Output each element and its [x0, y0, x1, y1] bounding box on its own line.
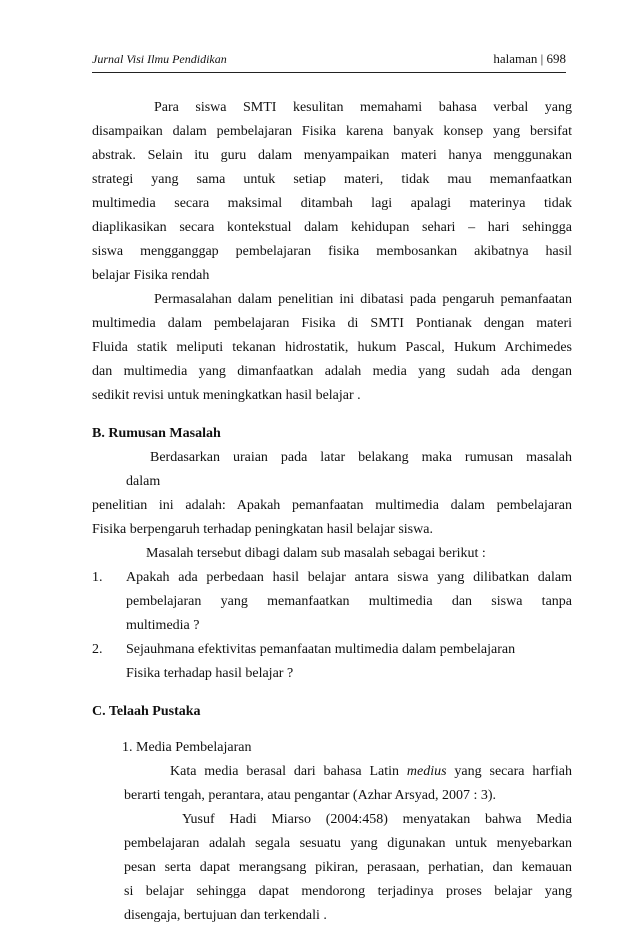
text-line: pembelajaran yang memanfaatkan multimedia dan siswa tanpa — [126, 594, 572, 609]
text-line: disampaikan dalam pembelajaran Fisika karena banyak konsep yang bersifat — [92, 124, 572, 139]
text-fragment: yang secara harfiah — [446, 764, 572, 779]
text-line: pesan serta dapat merangsang pikiran, perasaan, perhatian, dan kemauan — [124, 860, 572, 875]
text-fragment: Kata media berasal dari bahasa Latin — [170, 764, 407, 779]
paragraph-problem-scope — [92, 288, 572, 408]
text-line: Fisika berpengaruh terhadap peningkatan hasil belajar siswa. — [92, 522, 433, 537]
section-heading: C. Telaah Pustaka — [92, 704, 201, 719]
paragraph-media-quote — [92, 808, 572, 928]
list-number: 1. — [92, 570, 103, 585]
text-line: Sejauhmana efektivitas pemanfaatan multimedia dalam pembelajaran — [126, 642, 516, 657]
list-number: 2. — [92, 642, 103, 657]
paragraph-media-definition — [92, 760, 572, 808]
term-medius: medius — [406, 764, 447, 779]
journal-title: Jurnal Visi Ilmu Pendidikan — [92, 52, 227, 66]
text-line: Apakah ada perbedaan hasil belajar antara siswa yang dilibatkan dalam — [126, 570, 572, 585]
list-item — [92, 566, 572, 638]
text-line: Fisika terhadap hasil belajar ? — [126, 666, 294, 681]
text-line: siswa mengganggap pembelajaran fisika membosankan akibatnya hasil — [92, 244, 572, 259]
page-header — [92, 44, 566, 73]
list-item — [92, 638, 572, 686]
section-telaah-pustaka — [92, 700, 572, 928]
spacer — [92, 724, 572, 736]
text-line: Fluida statik meliputi tekanan hidrostatik, hukum Pascal, Hukum Archimedes — [92, 340, 572, 355]
text-line: multimedia dalam pembelajaran Fisika di SMTI Pontianak dengan materi — [92, 316, 572, 331]
text-line: Berdasarkan uraian pada latar belakang maka rumusan masalah — [150, 450, 572, 465]
text-line: belajar Fisika rendah — [92, 268, 210, 283]
text-line: Permasalahan dalam penelitian ini dibatasi pada pengaruh pemanfaatan — [154, 292, 572, 307]
page-number: halaman | 698 — [493, 51, 566, 66]
text-line: si belajar sehingga dapat mendorong terjadinya proses belajar yang — [124, 884, 572, 899]
text-line: abstrak. Selain itu guru dalam menyampaikan materi hanya menggunakan — [92, 148, 572, 163]
spacer — [92, 686, 572, 700]
text-line: sedikit revisi untuk meningkatkan hasil belajar . — [92, 388, 361, 403]
text-line: pembelajaran adalah segala sesuatu yang digunakan untuk menyebarkan — [124, 836, 572, 851]
text-line: multimedia secara maksimal ditambah lagi apalagi materinya tidak — [92, 196, 572, 211]
text-line: penelitian ini adalah: Apakah pemanfaatan multimedia dalam pembelajaran — [92, 498, 572, 513]
text-line: dan multimedia yang dimanfaatkan adalah media yang sudah ada dengan — [92, 364, 572, 379]
section-rumusan-masalah — [92, 422, 572, 686]
text-line: strategi yang sama untuk setiap materi, tidak mau memanfaatkan — [92, 172, 572, 187]
text-line: Masalah tersebut dibagi dalam sub masalah sebagai berikut : — [146, 546, 486, 561]
text-line — [124, 760, 572, 784]
text-line: dalam — [126, 474, 161, 489]
text-line: Yusuf Hadi Miarso (2004:458) menyatakan bahwa Media — [182, 812, 572, 827]
text-line: diaplikasikan secara kontekstual dalam kehidupan sehari – hari sehingga — [92, 220, 572, 235]
text-line: Para siswa SMTI kesulitan memahami bahasa verbal yang — [154, 100, 572, 115]
text-line: berarti tengah, perantara, atau pengantar (Azhar Arsyad, 2007 : 3). — [124, 788, 497, 803]
text-line: multimedia ? — [126, 618, 200, 633]
subsection-title: 1. Media Pembelajaran — [122, 740, 252, 755]
spacer — [92, 408, 572, 422]
text-line: disengaja, bertujuan dan terkendali . — [124, 908, 327, 923]
document-body — [92, 96, 572, 928]
section-heading: B. Rumusan Masalah — [92, 426, 221, 441]
paragraph-problem-background — [92, 96, 572, 288]
